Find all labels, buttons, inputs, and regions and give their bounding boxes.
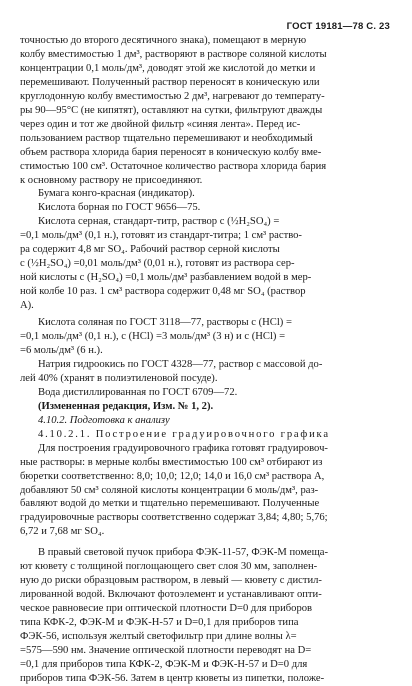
text-line: бюретки соответственно: 8,0; 10,0; 12,0; 14,0 и 16,0 см³ раствора А, [20, 470, 325, 482]
text-line: приборов типа ФЭК-56. Затем в центр кюветы из пипетки, положе- [20, 672, 325, 684]
text-line: ной кислоты с (H₂SO₄) =0,1 моль/дм³ разбавлением водой в мер- [20, 272, 312, 284]
text-line: =0,1 моль/дм³ (0,1 н.), готовят из стандарт-титра; 1 см³ раство- [20, 230, 302, 242]
text-line: =0,1 для приборов типа КФК-2, ФЭК-М и ФЭК-Н-57 и D=0 для [20, 658, 308, 670]
text-line: перемешивают. Полученный раствор переносят в коническую или [20, 76, 320, 88]
text-line: ную до риски образцовым раствором, в левый — кювету с дистил- [20, 575, 322, 587]
text-line: =6 моль/дм³ (6 н.). [20, 344, 103, 356]
text-line: бавляют водой до метки и тщательно перемешивают. Полученные [20, 498, 320, 510]
text-line: =0,1 моль/дм³ (0,1 н.), с (HCl) =3 моль/дм³ (3 н) и с (HCl) = [20, 331, 286, 343]
text-line: к основному раствору не присоединяют. [20, 174, 203, 186]
text-line: колбу вместимостью 1 дм³, растворяют в растворе соляной кислоты [20, 48, 327, 60]
text-line: 6,72 и 7,68 мг SO₄. [20, 526, 105, 538]
text-line: Для построения градуировочного графика готовят градуировоч- [38, 442, 328, 454]
text-line: ры 90—95°С (не кипятят), оставляют на сутки, фильтруют дважды [20, 104, 323, 116]
text-line: лированной водой. Включают фотоэлемент и устанавливают опти- [20, 589, 322, 601]
text-line: градуировочные растворы соответственно содержат 3,84; 4,80; 5,76; [20, 512, 328, 524]
subsection-heading: 4.10.2.1. Построение градуировочного графика [38, 428, 330, 440]
text-line: Вода дистиллированная по ГОСТ 6709—72. [38, 386, 238, 398]
text-line: стимостью 100 см³. Остаточное количество раствора хлорида бария [20, 160, 327, 172]
amendment-note: (Измененная редакция, Изм. № 1, 2). [38, 400, 214, 412]
text-line: через один и тот же двойной фильтр «синяя лента». Перед ис- [20, 118, 301, 130]
text-line: объем раствора хлорида бария переносят в коническую колбу вме- [20, 146, 322, 158]
text-line: круглодонную колбу вместимостью 2 дм³, нагревают до температу- [20, 90, 325, 102]
section-heading: 4.10.2. Подготовка к анализу [38, 414, 170, 426]
text-line: лей 40% (хранят в полиэтиленовой посуде). [20, 372, 218, 384]
text-line: В правый световой пучок прибора ФЭК-11-57, ФЭК-М помеща- [38, 547, 329, 559]
page-header: ГОСТ 19181—78 С. 23 [286, 21, 390, 32]
text-line: ют кювету с толщиной поглощающего свет слоя 30 мм, заполнен- [20, 561, 318, 573]
text-line: =575—590 нм. Значение оптической плотности переводят на D= [20, 644, 312, 656]
text-line: точностью до второго десятичного знака), помещают в мерную [20, 35, 307, 46]
text-line: ФЭК-56, используя желтый светофильтр при длине волны λ= [20, 631, 297, 643]
text-line: Кислота борная по ГОСТ 9656—75. [38, 202, 201, 214]
text-line: А). [20, 300, 34, 312]
text-line: Натрия гидроокись по ГОСТ 4328—77, раствор с массовой до- [38, 358, 323, 370]
text-line: Кислота серная, стандарт-титр, раствор с (½H₂SO₄) = [38, 216, 280, 228]
text-line: добавляют 50 см³ соляной кислоты концентрации 6 моль/дм³, раз- [20, 484, 319, 496]
text-line: пользованием раствор тщательно перемешивают и необходимый [20, 132, 313, 144]
text-line: ной колбе 10 раз. 1 см³ раствора содержит 0,48 мг SO₄ (раствор [20, 286, 306, 298]
document-body [20, 34, 392, 686]
text-line: ра содержит 4,8 мг SO₄. Рабочий раствор серной кислоты [20, 244, 280, 256]
text-line: ческое равновесие при оптической плотности D=0 для приборов [20, 603, 313, 615]
text-line: Кислота соляная по ГОСТ 3118—77, растворы с (HCl) = [38, 317, 292, 329]
text-line: ные растворы: в мерные колбы вместимостью 100 см³ отбирают из [20, 456, 323, 468]
text-line: типа КФК-2, ФЭК-М и ФЭК-Н-57 и D=0,1 для приборов типа [20, 617, 299, 629]
text-line: с (½H₂SO₄) =0,01 моль/дм³ (0,01 н.), готовят из раствора сер- [20, 258, 295, 270]
text-line: концентрации 0,1 моль/дм³, доводят этой же кислотой до метки и [20, 62, 316, 74]
text-line: Бумага конго-красная (индикатор). [38, 188, 195, 200]
